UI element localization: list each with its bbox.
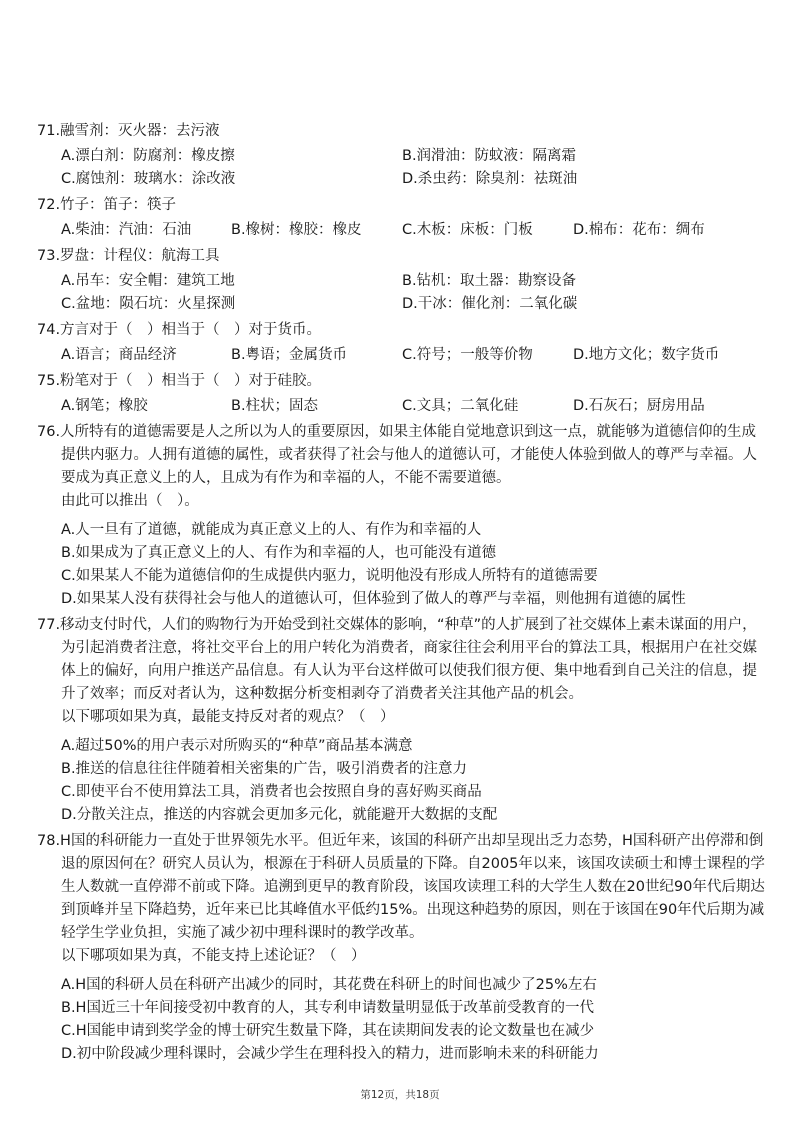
question-74 (37, 319, 767, 367)
question-72 (37, 194, 767, 242)
question-stem: 71.融雪剂：灭火器：去污液 (37, 123, 220, 139)
options-group (37, 395, 767, 418)
options-group (37, 219, 767, 242)
page-number: 第12页，共18页 (360, 1089, 440, 1101)
option-d[interactable]: D.石灰石；厨房用品 (573, 398, 705, 414)
option-c[interactable]: C.腐蚀剂：玻璃水：涂改液 (61, 171, 236, 187)
question-stem: 73.罗盘：计程仪：航海工具 (37, 248, 220, 264)
option-d[interactable]: D.干冰：催化剂：二氧化碳 (402, 296, 578, 312)
option-a[interactable]: A.柴油：汽油：石油 (61, 222, 192, 238)
options-group (37, 344, 767, 367)
option-a[interactable]: A.语言；商品经济 (61, 347, 177, 363)
option-d[interactable]: D.分散关注点，推送的内容就会更加多元化，就能避开大数据的支配 (61, 807, 498, 823)
option-b[interactable]: B.如果成为了真正意义上的人、有作为和幸福的人，也可能没有道德 (61, 545, 497, 561)
question-73 (37, 245, 767, 316)
option-b[interactable]: B.润滑油：防蚊液：隔离霜 (402, 148, 577, 164)
option-a[interactable]: A.漂白剂：防腐剂：橡皮擦 (61, 148, 235, 164)
option-c[interactable]: C.符号；一般等价物 (402, 347, 533, 363)
question-stem: 74.方言对于（ ）相当于（ ）对于货币。 (37, 322, 322, 338)
option-c[interactable]: C.如果某人不能为道德信仰的生成提供内驱力，说明他没有形成人所特有的道德需要 (61, 568, 598, 584)
option-a[interactable]: A.吊车：安全帽：建筑工地 (61, 273, 235, 289)
question-77 (37, 614, 767, 827)
option-d[interactable]: D.棉布：花布：绸布 (573, 222, 705, 238)
options-group (37, 519, 767, 611)
questions-area (37, 120, 767, 1069)
option-d[interactable]: D.初中阶段减少理科课时，会减少学生在理科投入的精力，进而影响未来的科研能力 (61, 1046, 599, 1062)
option-a[interactable]: A.人一旦有了道德，就能成为真正意义上的人、有作为和幸福的人 (61, 522, 482, 538)
question-71 (37, 120, 767, 191)
option-b[interactable]: B.钻机：取土器：勘察设备 (402, 273, 577, 289)
option-b[interactable]: B.粤语；金属货币 (231, 347, 348, 363)
option-c[interactable]: C.盆地：陨石坑：火星探测 (61, 296, 236, 312)
question-stem: 77.移动支付时代，人们的购物行为开始受到社交媒体的影响，“种草”的人扩展到了社交媒体上素未谋面的用户，为引起消费者注意，将社交平台上的用户转化为消费者，商家往往会利用平台的算法工具，根据用户在社交媒体上的偏好，向用户推送产品信息。有人认为平台这样做可以使我们很方便、集中地看到自己关注的信息，提升了效率；而反对者认为，这种数据分析变相剥夺了消费者关注其他产品的机会。 (37, 617, 757, 702)
question-75 (37, 370, 767, 418)
option-d[interactable]: D.地方文化；数字货币 (573, 347, 720, 363)
options-group (37, 735, 767, 827)
option-c[interactable]: C.即使平台不使用算法工具，消费者也会按照自身的喜好购买商品 (61, 784, 482, 800)
option-b[interactable]: B.推送的信息往往伴随着相关密集的广告，吸引消费者的注意力 (61, 761, 468, 777)
option-a[interactable]: A.H国的科研人员在科研产出减少的同时，其花费在科研上的时间也减少了25%左右 (61, 977, 597, 993)
option-c[interactable]: C.文具；二氧化硅 (402, 398, 519, 414)
options-group (37, 270, 767, 316)
question-stem: 78.H国的科研能力一直处于世界领先水平。但近年来，该国的科研产出却呈现出乏力态势，H国科研产出停滞和倒退的原因何在？研究人员认为，根源在于科研人员质量的下降。自2005年以来，该国攻读硕士和博士课程的学生人数就一直停滞不前或下降。追溯到更早的教育阶段，该国攻读理工科的大学生人数在20世纪90年代后期达到顶峰并呈下降趋势，近年来已比其峰值水平低约15%。出现这种趋势的原因，则在于该国在90年代后期为减轻学生学业负担，实施了减少初中理科课时的教学改革。 (37, 833, 765, 941)
options-group (37, 974, 767, 1066)
option-b[interactable]: B.橡树：橡胶：橡皮 (231, 222, 362, 238)
options-group (37, 145, 767, 191)
question-78 (37, 830, 767, 1066)
question-ask: 以下哪项如果为真，不能支持上述论证？（ ） (61, 948, 366, 964)
option-b[interactable]: B.H国近三十年间接受初中教育的人，其专利申请数量明显低于改革前受教育的一代 (61, 1000, 594, 1016)
option-c[interactable]: C.H国能申请到奖学金的博士研究生数量下降，其在读期间发表的论文数量也在减少 (61, 1023, 595, 1039)
question-stem: 76.人所特有的道德需要是人之所以为人的重要原因，如果主体能自觉地意识到这一点，就能够为道德信仰的生成提供内驱力。人拥有道德的属性，或者获得了社会与他人的道德认可，才能使人体验到做人的尊严与幸福。人要成为真正意义上的人，且成为有作为和幸福的人，不能不需要道德。 (37, 424, 757, 486)
option-d[interactable]: D.如果某人没有获得社会与他人的道德认可，但体验到了做人的尊严与幸福，则他拥有道德的属性 (61, 591, 686, 607)
question-ask: 由此可以推出（ ）。 (61, 493, 199, 509)
question-stem: 75.粉笔对于（ ）相当于（ ）对于硅胶。 (37, 373, 322, 389)
option-c[interactable]: C.木板：床板：门板 (402, 222, 533, 238)
option-b[interactable]: B.柱状；固态 (231, 398, 319, 414)
question-76 (37, 421, 767, 611)
question-stem: 72.竹子：笛子：筷子 (37, 197, 177, 213)
option-a[interactable]: A.钢笔；橡胶 (61, 398, 148, 414)
option-d[interactable]: D.杀虫药：除臭剂：祛斑油 (402, 171, 578, 187)
option-a[interactable]: A.超过50%的用户表示对所购买的“种草”商品基本满意 (61, 738, 413, 754)
question-ask: 以下哪项如果为真，最能支持反对者的观点？（ ） (61, 709, 395, 725)
